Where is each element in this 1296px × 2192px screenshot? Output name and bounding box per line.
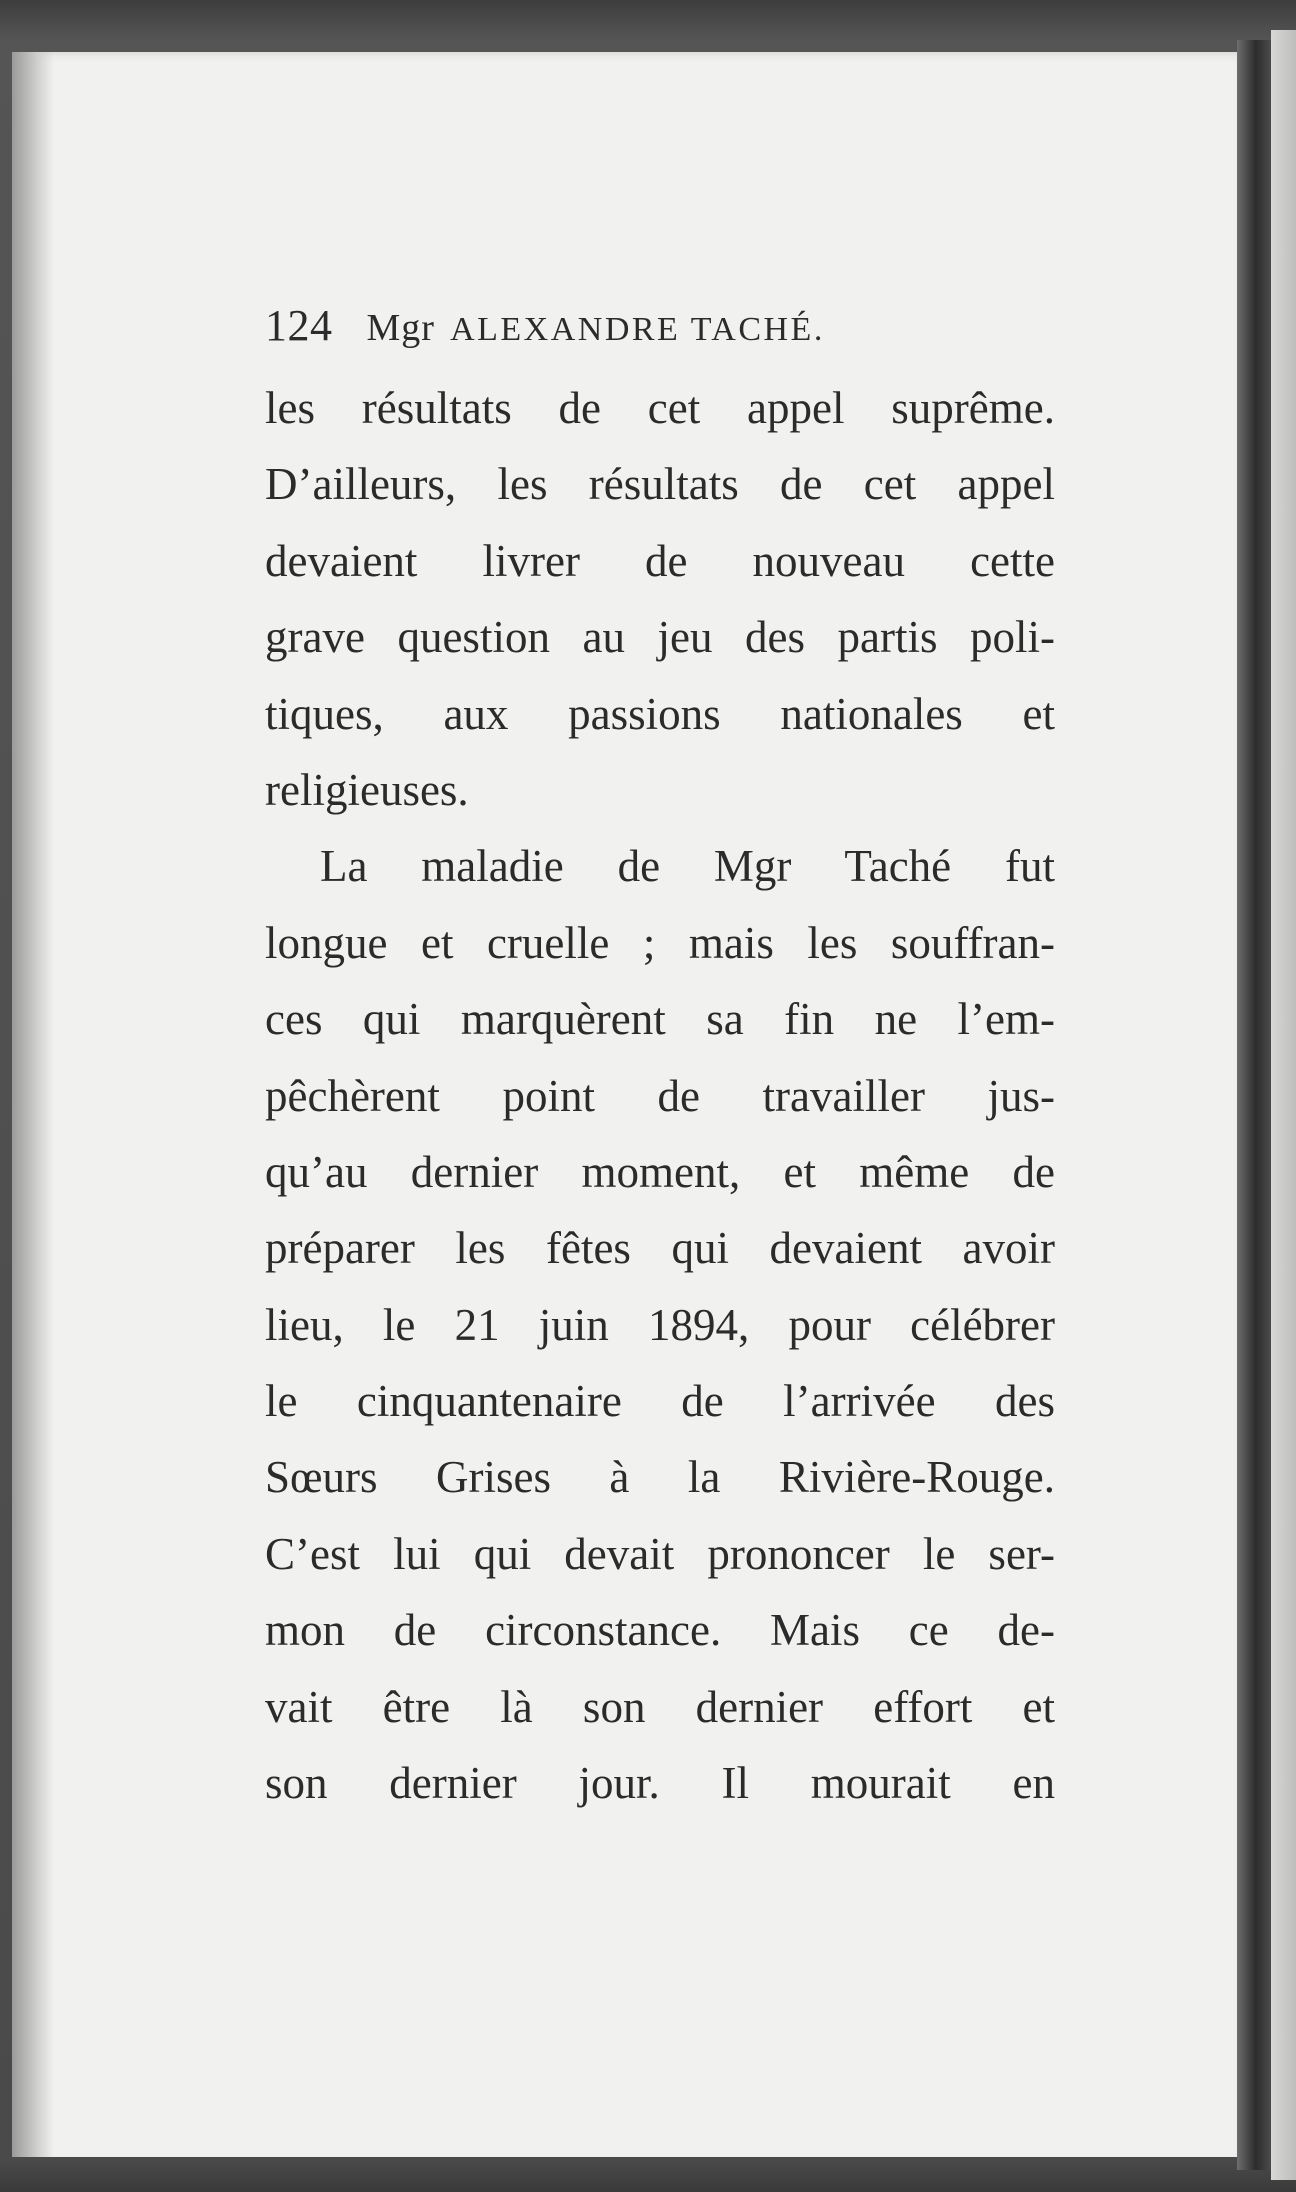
running-title (367, 306, 825, 350)
text-line: préparer les fêtes qui devaient avoir (265, 1223, 1055, 1274)
adjacent-page-edge (1271, 30, 1296, 2180)
running-title-mgr: Mgr (366, 307, 435, 349)
page-left-edge-shadow (12, 52, 54, 2157)
running-head (265, 300, 1055, 370)
text-line: mon de circonstance. Mais ce de- (265, 1605, 1055, 1656)
text-block (265, 300, 1055, 1821)
text-line: La maladie de Mgr Taché fut (320, 841, 1055, 892)
text-line: les résultats de cet appel suprême. (265, 383, 1055, 433)
text-line: ces qui marquèrent sa fin ne l’em- (265, 994, 1055, 1045)
text-line: C’est lui qui devait prononcer le ser- (265, 1528, 1055, 1579)
text-line: religieuses. (265, 764, 469, 815)
page-number: 124 (265, 301, 333, 350)
text-line: D’ailleurs, les résultats de cet appel (265, 459, 1055, 510)
text-line: son dernier jour. Il mourait en (265, 1758, 1055, 1809)
text-line: le cinquantenaire de l’arrivée des (265, 1376, 1055, 1427)
text-line: tiques, aux passions nationales et (265, 688, 1055, 739)
paragraph-2 (265, 828, 1055, 1821)
paragraph-1 (265, 370, 1055, 828)
text-line: vait être là son dernier effort et (265, 1681, 1055, 1732)
book-spine (1237, 40, 1271, 2170)
text-line: grave question au jeu des partis poli- (265, 612, 1055, 663)
text-line: lieu, le 21 juin 1894, pour célébrer (265, 1299, 1055, 1350)
running-title-text: ALEXANDRE TACHÉ. (450, 311, 825, 348)
text-line: pêchèrent point de travailler jus- (265, 1070, 1055, 1121)
text-line: longue et cruelle ; mais les souffran- (265, 917, 1055, 968)
text-line: Sœurs Grises à la Rivière-Rouge. (265, 1452, 1055, 1503)
text-line: qu’au dernier moment, et même de (265, 1146, 1055, 1197)
text-line: devaient livrer de nouveau cette (265, 535, 1055, 586)
